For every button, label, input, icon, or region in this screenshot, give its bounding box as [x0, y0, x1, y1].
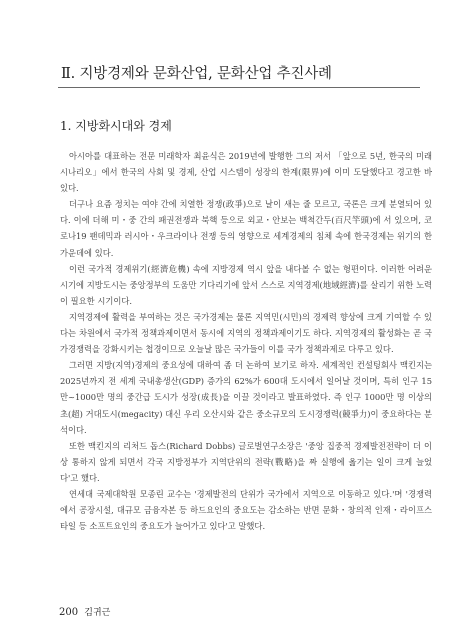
section-title: 1. 지방화시대와 경제	[60, 119, 172, 133]
paragraph: 연세대 국제대학원 모종린 교수는 '경제발전의 단위가 국가에서 지역으로 이동하고 있다.'며 '경쟁력에서 공장시설, 대규모 금융자본 등 하드요인의 중요도는 감소하는 반면 문화・창의적 인재・라이프스타일 등 소프트요인의 중요도가 늘어가고 있다'고 말했다.	[60, 488, 432, 532]
page-footer	[59, 605, 110, 618]
page-number: 200	[59, 607, 79, 618]
paragraph: 이런 국가적 경제위기(經濟危機) 속에 지방경제 역시 앞을 내다볼 수 없는 형편이다. 이러한 어려운 시기에 지방도시는 중앙정부의 도움만 기다리기에 앞서 스스로 지역경제(地域經濟)를 살리기 위한 노력이 필요한 시기이다.	[60, 263, 432, 306]
running-author: 김귀근	[84, 608, 111, 618]
paragraph: 아시아를 대표하는 전문 미래학자 최윤식은 2019년에 발행한 그의 저서 「앞으로 5년, 한국의 미래 시나리오」에서 한국의 사회 및 경제, 산업 시스템이 성장의 한계(限界)에 이미 도달했다고 경고한 바 있다.	[60, 151, 432, 194]
paragraph: 그러면 지방(지역)경제의 중요성에 대하여 좀 더 논하여 보기로 하자. 세계적인 컨설팅회사 맥킨지는 2025년까지 전 세계 국내총생산(GDP) 증가의 62%가 600대 도시에서 일어날 것이며, 특히 인구 15만~1000만 명의 중간급 도시가 성장(成長)을 이끌 것이라고 발표하였다. 즉 인구 1000만 명 이상의 초(超) 거대도시(megacity) 대신 우리 오산시와 같은 중소규모의 도시경쟁력(競爭力)이 중요하다는 분석이다.	[60, 360, 432, 435]
paragraph: 더구나 요즘 정치는 여야 간에 치열한 정쟁(政爭)으로 날이 새는 줄 모르고, 국론은 크게 분열되어 있다. 이에 더해 미・중 간의 패권전쟁과 북핵 등으로 외교・안보는 백척간두(百尺竿頭)에 서 있으며, 코로나19 팬데믹과 러시아・우크라이나 전쟁 등의 영향으로 세계경제의 침체 속에 한국경제는 위기의 한 가운데에 있다.	[60, 199, 432, 258]
chapter-title-underline	[58, 87, 420, 88]
paragraph: 또한 맥킨지의 리처드 돕스(Richard Dobbs) 글로벌연구소장은 '중앙 집중적 경제발전전략이 더 이상 통하지 않게 되면서 각국 지방정부가 지역단위의 전략(戰略)을 짜 실행에 옮기는 일이 크게 늘었다'고 했다.	[60, 440, 432, 483]
chapter-title: Ⅱ. 지방경제와 문화산업, 문화산업 추진사례	[61, 66, 332, 82]
body-text	[60, 148, 432, 534]
paragraph: 지역경제에 활력을 부여하는 것은 국가경제는 물론 지역민(시민)의 경제력 향상에 크게 기여할 수 있다는 차원에서 국가적 정책과제이면서 동시에 지역의 정책과제이기도 하다. 지역경제의 활성화는 곧 국가경쟁력을 강화시키는 첩경이므로 오늘날 많은 국가들이 이를 국가 정책과제로 다루고 있다.	[60, 311, 432, 355]
